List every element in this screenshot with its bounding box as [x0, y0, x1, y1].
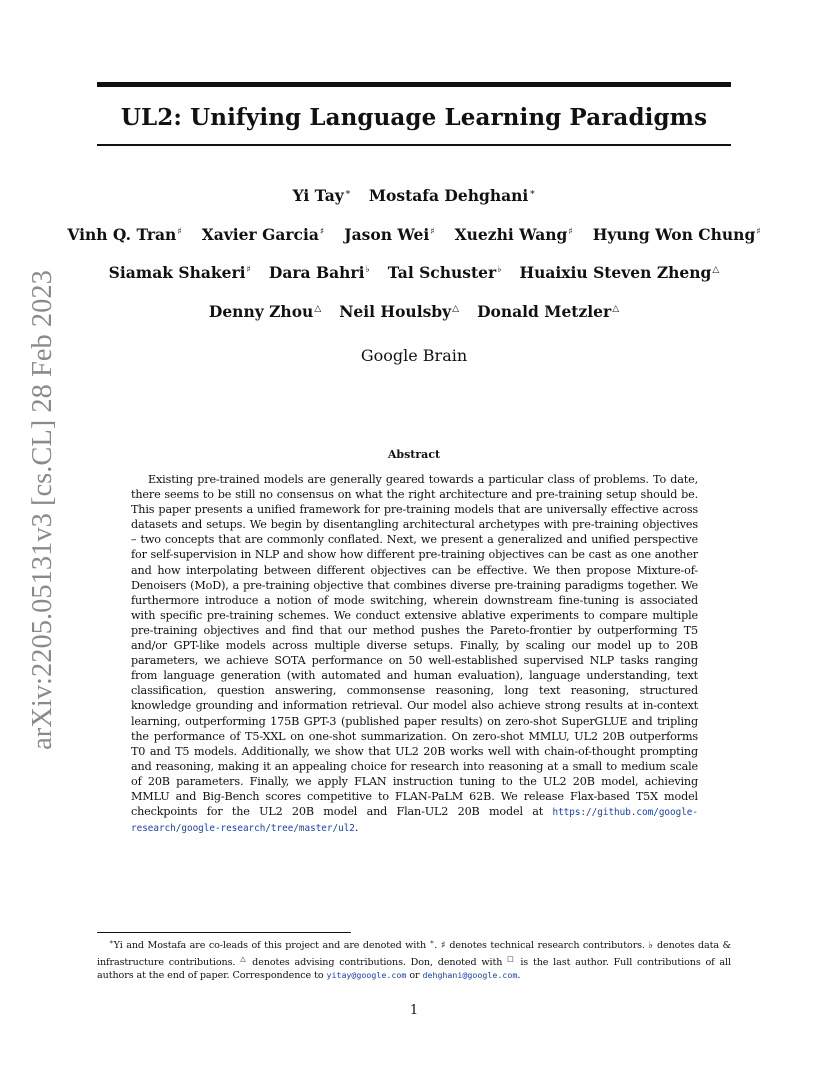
author: Neil Houlsby△ — [339, 301, 460, 321]
author: Vinh Q. Tran♯ — [67, 224, 182, 244]
arxiv-identifier: arXiv:2205.05131v3 [cs.CL] 28 Feb 2023 — [27, 270, 58, 750]
author: Mostafa Dehghani∗ — [368, 186, 536, 205]
author-mark: ∗ — [344, 188, 351, 198]
email-link-yitay[interactable]: yitay@google.com — [326, 970, 407, 981]
author-mark: ♯ — [246, 265, 251, 275]
author: Denny Zhou△ — [208, 301, 322, 321]
author-mark: △ — [452, 303, 460, 314]
abstract-end: . — [354, 821, 359, 835]
author-line-1 — [97, 182, 731, 221]
footnote-mark: ∗ — [109, 938, 114, 946]
author-mark: ♯ — [430, 226, 435, 237]
footnote-rule — [97, 932, 351, 933]
author: Siamak Shakeri♯ — [108, 263, 251, 282]
author-mark: ♭ — [365, 265, 370, 275]
abstract-text: Existing pre-trained models are generally geared towards a particular class of problems. To date, there seems to be still no consensus on what the right architecture and pre-training setup should be. This paper presents a unified framework for pre-training models that are universally effective across datasets and setups. We begin by disentangling architectural archetypes with pre-training objectives – two concepts that are commonly conflated. Next, we present a generalized and unified perspective for self-supervision in NLP and show how different pre-training objectives can be cast as one another and how interpolating between different objectives can be effective. We then propose Mixture-of-Denoisers (MoD), a pre-training objective that combines diverse pre-training paradigms together. We furthermore introduce a notion of mode switching, wherein downstream fine-tuning is associated with specific pre-training schemes. We conduct extensive ablative experiments to compare multiple pre-training objectives and find that our method pushes the Pareto-frontier by outperforming T5 and/or GPT-like models across multiple diverse setups. Finally, by scaling our model up to 20B parameters, we achieve SOTA performance on 50 well-established supervised NLP tasks ranging from language generation (with automated and human evaluation), language understanding, text classification, question answering, commonsense reasoning, long text reasoning, structured knowledge grounding and information retrieval. Our model also achieve strong results at in-context learning, outperforming 175B GPT-3 (published paper results) on zero-shot SuperGLUE and tripling the performance of T5-XXL on one-shot summarization. On zero-shot MMLU, UL2 20B outperforms T0 and T5 models. Additionally, we show that UL2 20B works well with chain-of-thought prompting and reasoning, making it an appealing choice for research into reasoning at a small to medium scale of 20B parameters. Finally, we apply FLAN instruction tuning to the UL2 20B model, achieving MMLU and Big-Bench scores competitive to FLAN-PaLM 62B. We release Flax-based T5X model checkpoints for the UL2 20B model and Flan-UL2 20B model at — [131, 473, 698, 819]
author-mark: ♯ — [568, 226, 573, 237]
title-bottom-rule — [97, 144, 731, 146]
author: Tal Schuster♭ — [387, 263, 502, 282]
author: Donald Metzler△ — [477, 301, 620, 321]
email-link-dehghani[interactable]: dehghani@google.com — [422, 970, 518, 981]
author: Dara Bahri♭ — [268, 263, 370, 282]
author-mark: ♯ — [177, 226, 182, 237]
author-line-3 — [97, 259, 731, 298]
author-block — [67, 182, 761, 336]
abstract-body — [131, 472, 698, 836]
author: Hyung Won Chung♯ — [592, 224, 761, 244]
author-mark: ♯ — [319, 226, 325, 237]
abstract-heading: Abstract — [387, 448, 441, 461]
affiliation: Google Brain — [360, 346, 468, 365]
page-number: 1 — [409, 1003, 419, 1018]
code-release-link[interactable]: https://github.com/google-research/google-research/tree/master/ul2 — [131, 807, 698, 835]
author: Yi Tay∗ — [292, 186, 351, 205]
author-mark: △ — [712, 265, 720, 275]
author: Huaixiu Steven Zheng△ — [519, 263, 720, 282]
author-line-4 — [97, 298, 731, 337]
author-mark: ♭ — [497, 265, 502, 275]
author: Xuezhi Wang♯ — [454, 224, 573, 244]
author: Xavier Garcia♯ — [201, 224, 325, 244]
author-mark: ∗ — [529, 188, 536, 198]
author: Jason Wei♯ — [344, 224, 435, 244]
author-mark: ♯ — [756, 226, 761, 237]
paper-title: UL2: Unifying Language Learning Paradigms — [120, 104, 708, 131]
author-line-2 — [67, 221, 761, 260]
author-mark: △ — [612, 303, 620, 314]
author-mark: △ — [314, 303, 322, 314]
footnote: ∗Yi and Mostafa are co-leads of this project and are denoted with ∗. ♯ denotes technical research contributors. ♭ denotes data & infrastructure contributions. △ denotes advising contributions. Don, denoted with □ is the last author. Full contributions of all authors at the end of paper. Correspondence to yitay@google.com or dehghani@google.com. — [97, 938, 731, 982]
title-top-rule — [97, 82, 731, 87]
